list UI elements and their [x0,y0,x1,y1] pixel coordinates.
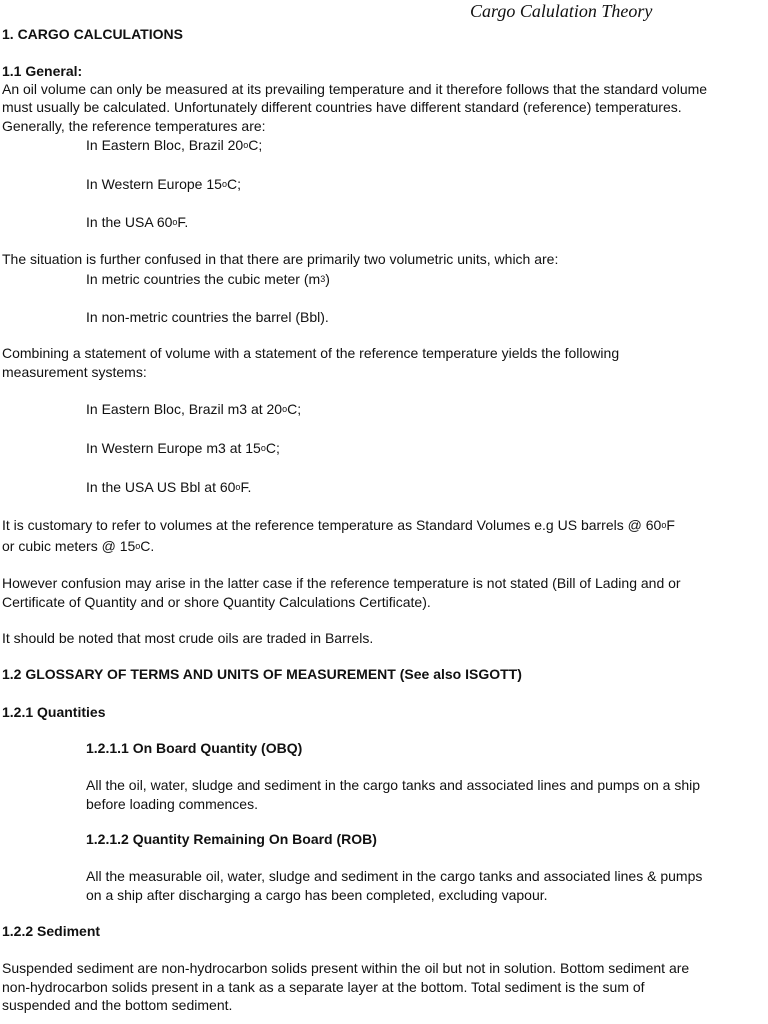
list-item: In Western Europe 15$^o$C; [86,176,241,192]
subsection-heading: 1.2.1 Quantities [2,704,106,720]
paragraph-line: or cubic meters @ 15$^o$C. [2,538,155,554]
paragraph-line: Certificate of Quantity and or shore Quantity Calculations Certificate). [2,594,431,610]
paragraph-line: It is customary to refer to volumes at the reference temperature as Standard Volumes e.g US barrels @ 60$^o$F [2,517,675,533]
definition-line: All the measurable oil, water, sludge and sediment in the cargo tanks and associated lines & pumps [86,868,703,884]
definition-line: before loading commences. [86,796,258,812]
paragraph-line: measurement systems: [2,364,147,380]
paragraph-line: non-hydrocarbon solids present in a tank as a separate layer at the bottom. Total sediment is the sum of [2,979,645,995]
list-item: In non-metric countries the barrel (Bbl). [86,309,329,325]
paragraph-line: An oil volume can only be measured at its prevailing temperature and it therefore follows that the standard volume [2,81,708,97]
running-header: Cargo Calulation Theory [470,1,653,21]
paragraph-line: It should be noted that most crude oils are traded in Barrels. [2,630,374,646]
list-item: In the USA US Bbl at 60$^o$F. [86,479,252,495]
paragraph-line: Generally, the reference temperatures are: [2,118,266,134]
term-heading-rob: 1.2.1.2 Quantity Remaining On Board (ROB) [86,831,377,847]
document-page [2,0,762,1024]
paragraph-line: The situation is further confused in that there are primarily two volumetric units, which are: [2,251,559,267]
paragraph-line: suspended and the bottom sediment. [2,997,233,1013]
list-item: In metric countries the cubic meter $(m^3)$ [86,271,330,287]
paragraph-line: must usually be calculated. Unfortunately different countries have different standard (reference) temperatures. [2,99,682,115]
subsection-heading: 1.1 General: [2,63,83,79]
section-heading: 1.2 GLOSSARY OF TERMS AND UNITS OF MEASUREMENT (See also ISGOTT) [2,666,522,682]
list-item: In the USA 60$^o$F. [86,214,189,230]
list-item: In Eastern Bloc, Brazil 20$^o$C; [86,137,263,153]
section-heading: 1. CARGO CALCULATIONS [2,26,183,42]
list-item: In Western Europe m3 at 15$^o$C; [86,440,280,456]
definition-line: on a ship after discharging a cargo has been completed, excluding vapour. [86,887,548,903]
definition-line: All the oil, water, sludge and sediment in the cargo tanks and associated lines and pumps on a ship [86,777,701,793]
paragraph-line: Combining a statement of volume with a statement of the reference temperature yields the following [2,345,620,361]
term-heading-obq: 1.2.1.1 On Board Quantity (OBQ) [86,740,303,756]
paragraph-line: Suspended sediment are non-hydrocarbon solids present within the oil but not in solution. Bottom sediment are [2,960,690,976]
subsection-heading: 1.2.2 Sediment [2,923,101,939]
paragraph-line: However confusion may arise in the latter case if the reference temperature is not stated (Bill of Lading and or [2,575,681,591]
list-item: In Eastern Bloc, Brazil m3 at 20$^o$C; [86,401,302,417]
